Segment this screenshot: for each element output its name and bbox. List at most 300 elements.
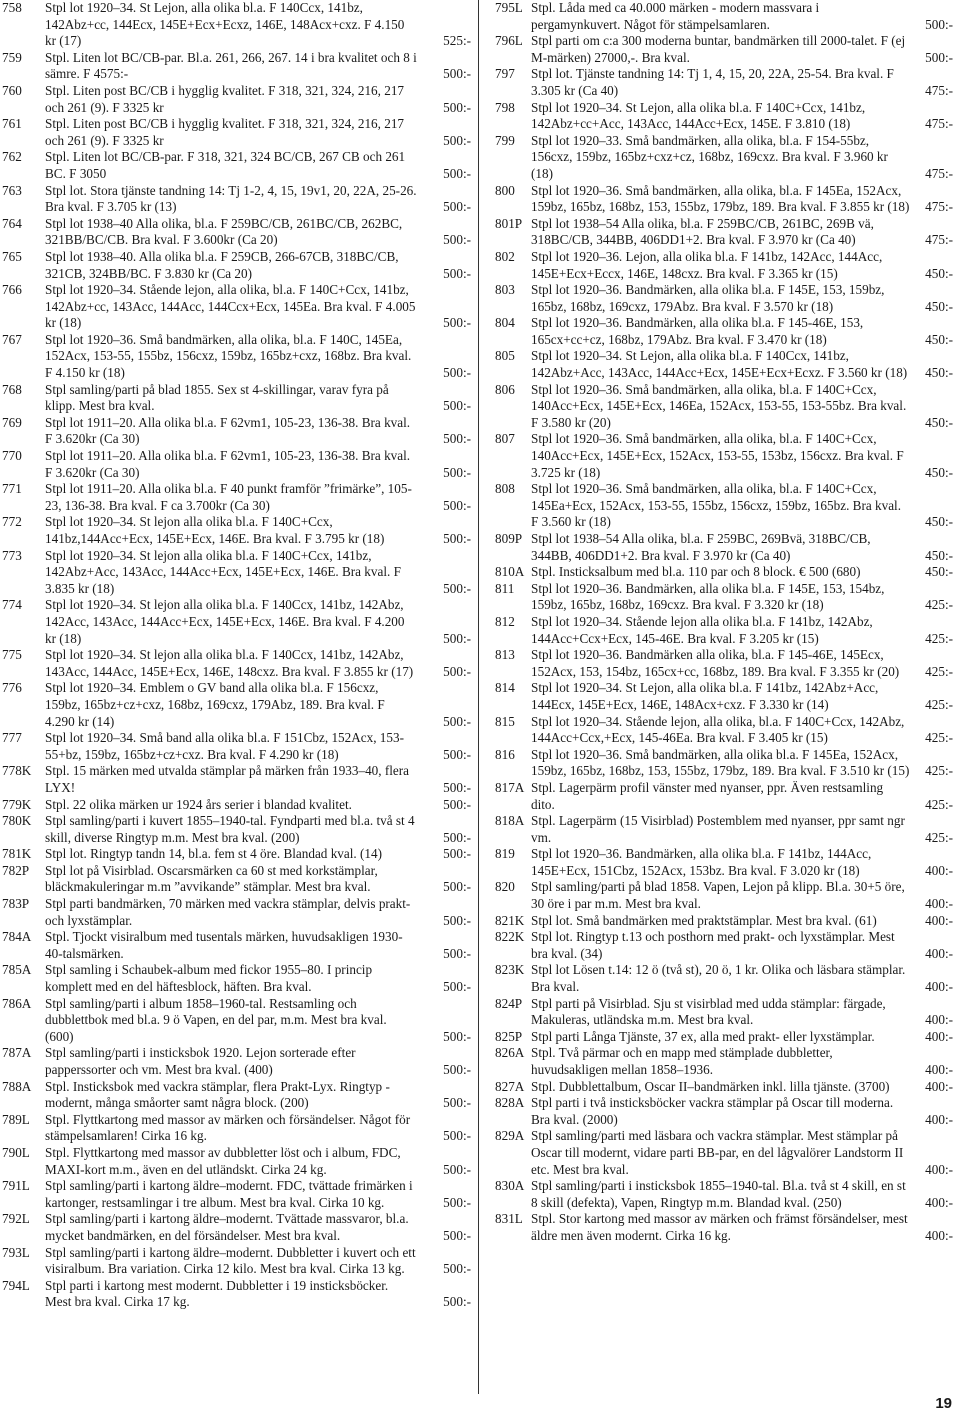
lot-description: Stpl lot 1920–36. Lejon, alla olika bl.a. F 141bz, 142Acc, 144Acc, 145E+Ecx+Eccx, 146E, 148cxz. Bra kval. F 3.365 kr (15) <box>531 248 883 281</box>
lot-entry <box>484 33 960 66</box>
lot-description: Stpl. Två pärmar och en mapp med stämplade dubbletter, huvudsakligen mellan 1858–1936. <box>531 1045 833 1077</box>
lot-price: 500:- <box>443 846 471 862</box>
lot-price: 400:- <box>925 862 953 878</box>
lot-entry <box>484 1211 960 1244</box>
lot-entry <box>0 0 473 50</box>
lot-description: Stpl lot 1911–20. Alla olika bl.a. F 62vm1, 105-23, 136-38. Bra kval. F 3.620kr (Ca 30) <box>45 414 411 447</box>
lot-description: Stpl lot. Stora tjänste tandning 14: Tj 1-2, 4, 15, 19v1, 20, 22A, 25-26. Bra kval. F 3.705 kr (13) <box>45 182 417 215</box>
lot-entry <box>0 382 473 415</box>
lot-description: Stpl lot på Visirblad. Oscarsmärken ca 60 st med korkstämplar, bläckmakuleringar m.m ”avvikande” stämplar. Mest bra kval. <box>45 862 378 895</box>
lot-description: Stpl lot 1920–34. Små band alla olika bl.a. F 151Cbz, 152Acx, 153-55+bz, 159bz, 165bz+cz+cxz. Bra kval. F 4.290 kr (18) <box>45 730 404 762</box>
lot-number: 772 <box>2 514 22 530</box>
lot-description: Stpl lot 1920–36. Bandmärken, alla olika bl.a. F 141bz, 144Acc, 145E+Ecx, 151Cbz, 152Acx, 153bz. Bra kval. F 3.020 kr (18) <box>531 846 872 878</box>
lot-price: 400:- <box>925 979 953 995</box>
lot-entry <box>0 1112 473 1145</box>
lot-number: 761 <box>2 116 22 132</box>
lot-price: 450:- <box>925 464 953 480</box>
lot-description: Stpl samling/parti på blad 1858. Vapen, Lejon på klipp. Bl.a. 30+5 öre, 30 öre i par m.m. Mest bra kval. <box>531 879 905 912</box>
lot-description: Stpl samling/parti i kuvert 1855–1940-tal. Fyndparti med bl.a. två st 4 skill, diverse Ringtyp m.m. Mest bra kval. (200) <box>45 813 415 845</box>
lot-number: 823K <box>495 962 525 978</box>
lot-price: 525:- <box>443 33 471 49</box>
lot-entry <box>484 315 960 348</box>
lot-entry <box>0 1245 473 1278</box>
lot-description: Stpl lot 1920–36. Bandmärken, alla olika bl.a. F 145E, 153, 159bz, 165bz, 168bz, 169cxz, 179Abz. Bra kval. F 3.570 kr (18) <box>531 282 885 314</box>
lot-price: 500:- <box>443 531 471 546</box>
lot-price: 500:- <box>443 315 471 331</box>
lot-description: Stpl samling/parti på blad 1855. Sex st 4-skillingar, varav fyra på klipp. Mest bra kval. <box>45 381 389 414</box>
lot-number: 781K <box>2 846 32 862</box>
lot-price: 500:- <box>443 132 471 148</box>
lot-entry <box>484 282 960 315</box>
lot-price: 450:- <box>925 331 953 347</box>
lot-entry <box>0 481 473 514</box>
lot-price: 500:- <box>443 1028 471 1044</box>
lot-price: 500:- <box>443 779 471 795</box>
lot-entry <box>0 797 473 814</box>
lot-entry <box>484 564 960 581</box>
lot-price: 425:- <box>925 597 953 613</box>
lot-number: 782P <box>2 862 30 878</box>
lot-number: 764 <box>2 215 22 231</box>
lot-price: 425:- <box>925 796 953 812</box>
lot-entry <box>484 780 960 813</box>
lot-number: 808 <box>495 481 515 497</box>
lot-number: 793L <box>2 1244 30 1260</box>
lot-description: Stpl lot 1920–36. Små bandmärken, alla olika, bl.a. F 140C+Ccx, 140Acc+Ecx, 145E+Ecx, 146Ea, 152Acx, 153-55, 153-55bz. Bra kval. F 3.580 kr (20) <box>531 381 907 430</box>
lot-description: Stpl. Insticksbok med vackra stämplar, flera Prakt-Lyx. Ringtyp - modernt, många småorter samt några block. (200) <box>45 1078 390 1111</box>
lot-number: 769 <box>2 414 22 430</box>
lot-price: 500:- <box>443 1161 471 1177</box>
lot-number: 819 <box>495 846 515 862</box>
lot-entry <box>0 514 473 547</box>
lot-description: Stpl parti i kartong mest modernt. Dubbletter i 19 insticksböcker. Mest bra kval. Cirka 17 kg. <box>45 1277 389 1310</box>
lot-description: Stpl lot 1920–34. Stående lejon, alla olika, bl.a. F 140C+Ccx, 142Abz, 144Acc+Ccx,+Ecx, 145-46Ea. Bra kval. F 3.405 kr (15) <box>531 713 905 746</box>
lot-number: 770 <box>2 448 22 464</box>
lot-price: 400:- <box>925 1078 953 1094</box>
lot-price: 400:- <box>925 1227 953 1243</box>
lot-description: Stpl. Låda med ca 40.000 märken - modern massvara i pergamynkuvert. Något för stämpelsamlaren. <box>531 0 820 32</box>
lot-entry <box>484 996 960 1029</box>
lot-price: 450:- <box>925 265 953 281</box>
lot-number: 804 <box>495 315 515 331</box>
lot-entry <box>0 929 473 962</box>
lot-description: Stpl lot 1920–36. Små bandmärken, alla olika, bl.a. F 140C+Ccx, 140Acc+Ecx, 145E+Ecx, 152Acx, 153-55, 153bz, 156cxz. Bra kval. F 3.725 kr (18) <box>531 431 904 480</box>
lot-number: 760 <box>2 82 22 98</box>
lot-description: Stpl lot 1920–36. Små bandmärken, alla olika, bl.a. F 140C+Ccx, 145Ea+Ecx, 152Acx, 153-55, 155bz, 156cxz, 159bz, 165bz. Bra kval. F 3.560 kr (18) <box>531 481 902 530</box>
lot-description: Stpl lot 1920–36. Bandmärken alla olika, bl.a. F 145-46E, 145Ecx, 152Acx, 153, 154bz, 165cx+cc, 168bz, 189. Bra kval. F 3.355 kr (20) <box>531 647 900 679</box>
lot-description: Stpl. Stor kartong med massor av märken och främst försändelser, mest äldre men även modernt. Cirka 16 kg. <box>531 1211 908 1243</box>
lot-number: 763 <box>2 182 22 198</box>
lot-price: 475:- <box>925 82 953 98</box>
lot-description: Stpl lot 1920–34. St lejon alla olika bl.a. F 140Ccx, 141bz, 142Abz, 142Acc, 143Acc, 144Acc+Ecx, 145E+Ecx, 146E. Bra kval. F 4.200 kr (18) <box>45 597 405 646</box>
lot-number: 775 <box>2 647 22 663</box>
lot-entry <box>484 647 960 680</box>
lot-entry <box>0 1145 473 1178</box>
lot-price: 400:- <box>925 1161 953 1177</box>
lot-number: 809P <box>495 531 523 546</box>
lot-price: 500:- <box>925 16 953 32</box>
lot-entry <box>484 846 960 879</box>
lot-entry <box>0 448 473 481</box>
left-column <box>0 0 473 1311</box>
lot-number: 796L <box>495 33 523 49</box>
lot-price: 500:- <box>443 1128 471 1144</box>
lot-price: 500:- <box>443 199 471 215</box>
lot-entry <box>0 332 473 382</box>
lot-entry <box>484 962 960 995</box>
lot-entry <box>0 813 473 846</box>
lot-number: 802 <box>495 248 515 264</box>
lot-number: 801P <box>495 215 523 231</box>
lot-description: Stpl. Flyttkartong med massor av märken och försändelser. Något för stämpelsamlaren! Cirka 16 kg. <box>45 1111 411 1144</box>
lot-entry <box>484 913 960 930</box>
lot-entry <box>484 614 960 647</box>
lot-entry <box>484 1079 960 1096</box>
lot-entry <box>0 1211 473 1244</box>
lot-price: 450:- <box>925 365 953 381</box>
lot-entry <box>0 896 473 929</box>
lot-price: 500:- <box>443 1194 471 1210</box>
lot-description: Stpl lot 1911–20. Alla olika bl.a. F 62vm1, 105-23, 136-38. Bra kval. F 3.620kr (Ca 30) <box>45 448 411 480</box>
lot-number: 803 <box>495 282 515 298</box>
lot-entry <box>484 249 960 282</box>
lot-description: Stpl lot. Ringtyp tandn 14, bl.a. fem st 4 öre. Blandad kval. (14) <box>45 846 382 862</box>
lot-entry <box>484 813 960 846</box>
lot-number: 817A <box>495 779 525 795</box>
lot-description: Stpl lot 1938–54 Alla olika, bl.a. F 259BC, 269Bvä, 318BC/CB, 344BB, 406DD1+2. Bra kval. F 3.970 kr (Ca 40) <box>531 531 871 563</box>
lot-number: 807 <box>495 431 515 447</box>
lot-entry <box>0 149 473 182</box>
lot-number: 806 <box>495 381 515 397</box>
lot-price: 500:- <box>443 1261 471 1277</box>
lot-entry <box>0 1278 473 1311</box>
lot-price: 425:- <box>925 763 953 779</box>
lot-description: Stpl parti på Visirblad. Sju st visirblad med udda stämplar: färgade, Makuleras, utländska m.m. Mest bra kval. <box>531 995 886 1028</box>
lot-description: Stpl. Liten lot BC/CB-par. Bl.a. 261, 266, 267. 14 i bra kvalitet och 8 i sämre. F 4575:- <box>45 49 417 82</box>
lot-number: 792L <box>2 1211 30 1227</box>
lot-entry <box>484 100 960 133</box>
lot-entry <box>0 647 473 680</box>
lot-number: 825P <box>495 1028 523 1044</box>
lot-description: Stpl samling/parti i insticksbok 1855–1940-tal. Bl.a. två st 4 skill, en st 8 skill (defekta), Vapen, Ringtyp m.m. Blandad kval. (250) <box>531 1178 906 1210</box>
lot-number: 821K <box>495 912 525 928</box>
lot-price: 400:- <box>925 1012 953 1028</box>
lot-entry <box>0 548 473 598</box>
lot-number: 789L <box>2 1111 30 1127</box>
lot-number: 811 <box>495 580 515 596</box>
lot-number: 830A <box>495 1178 525 1194</box>
lot-price: 500:- <box>443 945 471 961</box>
lot-description: Stpl samling/parti i insticksbok 1920. Lejon sorterade efter papperssorter och vm. Mest bra kval. (400) <box>45 1045 356 1077</box>
lot-price: 500:- <box>443 1095 471 1111</box>
lot-description: Stpl. 15 märken med utvalda stämplar på märken från 1933–40, flera LYX! <box>45 763 410 795</box>
lot-description: Stpl. Insticksalbum med bl.a. 110 par och 8 block. € 500 (680) <box>531 564 861 580</box>
lot-description: Stpl samling/parti i album 1858–1960-tal. Restsamling och dubblettbok med bl.a. 9 ö Vapen, en del par, m.m. Mest bra kval. (600) <box>45 995 387 1044</box>
lot-number: 768 <box>2 381 22 397</box>
lot-entry <box>484 1095 960 1128</box>
lot-number: 798 <box>495 99 515 115</box>
lot-description: Stpl lot 1920–34. St lejon alla olika bl.a. F 140Ccx, 141bz, 142Abz, 143Acc, 144Acc, 145E+Ecx, 146E, 148cxz. Bra kval. F 3.855 kr (17) <box>45 647 414 679</box>
lot-description: Stpl parti i två insticksböcker vackra stämplar på Oscar till moderna. Bra kval. (2000) <box>531 1095 894 1127</box>
lot-description: Stpl. Tjockt visiralbum med tusentals märken, huvudsakligen 1930-40-talsmärken. <box>45 929 403 961</box>
lot-description: Stpl lot. Tjänste tandning 14: Tj 1, 4, 15, 20, 22A, 25-54. Bra kval. F 3.305 kr (Ca 40) <box>531 66 894 98</box>
lot-entry <box>0 597 473 647</box>
column-divider <box>478 0 479 1394</box>
lot-entry <box>484 1128 960 1178</box>
lot-entry <box>0 1079 473 1112</box>
lot-number: 813 <box>495 647 515 663</box>
lot-price: 500:- <box>443 713 471 729</box>
lot-price: 500:- <box>443 99 471 115</box>
lot-price: 425:- <box>925 630 953 646</box>
lot-entry <box>0 216 473 249</box>
lot-description: Stpl lot 1920–36. Små bandmärken, alla olika, bl.a. F 145Ea, 152Acx, 159bz, 165bz, 168bz, 153, 155bz, 179bz, 189. Bra kval. F 3.855 kr (18) <box>531 182 910 215</box>
lot-number: 776 <box>2 680 22 696</box>
lot-description: Stpl lot 1920–34. Stående lejon alla olika bl.a. F 141bz, 142Abz, 144Acc+Ccx+Ecx, 145-46E. Bra kval. F 3.205 kr (15) <box>531 613 873 646</box>
lot-price: 500:- <box>443 265 471 281</box>
lot-price: 450:- <box>925 547 953 563</box>
lot-price: 475:- <box>925 199 953 215</box>
lot-number: 762 <box>2 149 22 165</box>
lot-price: 425:- <box>925 663 953 679</box>
lot-number: 780K <box>2 813 32 829</box>
lot-price: 475:- <box>925 165 953 181</box>
lot-entry <box>484 348 960 381</box>
lot-price: 500:- <box>443 1294 471 1310</box>
lot-entry <box>484 382 960 432</box>
lot-price: 500:- <box>443 979 471 995</box>
lot-description: Stpl lot. Ringtyp t.13 och posthorn med prakt- och lyxstämplar. Mest bra kval. (34) <box>531 929 895 961</box>
lot-price: 500:- <box>443 796 471 812</box>
lot-entry <box>0 846 473 863</box>
lot-description: Stpl lot 1920–34. Stående lejon, alla olika, bl.a. F 140C+Ccx, 141bz, 142Abz+cc, 143Acc, 144Acc, 144Ccx+Ecx, 145Ea. Bra kval. F 4.005 kr (18) <box>45 282 416 331</box>
lot-price: 400:- <box>925 1028 953 1044</box>
lot-price: 500:- <box>443 879 471 895</box>
lot-entry <box>0 50 473 83</box>
lot-number: 815 <box>495 713 515 729</box>
lot-number: 791L <box>2 1178 30 1194</box>
lot-entry <box>0 415 473 448</box>
lot-description: Stpl lot 1938–40 Alla olika, bl.a. F 259BC/CB, 261BC/CB, 262BC, 321BB/BC/CB. Bra kval. F 3.600kr (Ca 20) <box>45 215 403 248</box>
lot-number: 784A <box>2 929 32 945</box>
lot-price: 500:- <box>443 66 471 82</box>
lot-entry <box>484 879 960 912</box>
page-number: 19 <box>935 1395 952 1412</box>
lot-number: 788A <box>2 1078 32 1094</box>
lot-entry <box>484 747 960 780</box>
lot-entry <box>0 1045 473 1078</box>
lot-number: 805 <box>495 348 515 364</box>
lot-description: Stpl lot 1938–40. Alla olika bl.a. F 259CB, 266-67CB, 318BC/CB, 321CB, 324BB/BC. F 3.830 kr (Ca 20) <box>45 248 399 281</box>
lot-description: Stpl samling/parti i kartong äldre–modernt. Dubbletter i kuvert och ett visiralbum. Bra variation. Cirka 12 kilo. Mest bra kval. Cirka 13 kg. <box>45 1244 416 1277</box>
lot-number: 786A <box>2 995 32 1011</box>
lot-number: 774 <box>2 597 22 613</box>
lot-entry <box>484 1029 960 1046</box>
lot-entry <box>0 680 473 730</box>
lot-number: 773 <box>2 547 22 563</box>
lot-description: Stpl parti bandmärken, 70 märken med vackra stämplar, delvis prakt- och lyxstämplar. <box>45 896 411 928</box>
lot-description: Stpl. Liten post BC/CB i hygglig kvalitet. F 318, 321, 324, 216, 217 och 261 (9). F 3325 kr <box>45 82 405 115</box>
lot-entry <box>0 863 473 896</box>
lot-price: 425:- <box>925 696 953 712</box>
lot-price: 500:- <box>443 464 471 480</box>
lot-description: Stpl lot 1920–36. Små bandmärken, alla olika bl.a. F 145Ea, 152Acx, 159bz, 165bz, 168bz, 153, 155bz, 179bz, 189. Bra kval. F 3.510 kr (15) <box>531 746 910 779</box>
lot-entry <box>484 0 960 33</box>
lot-description: Stpl lot 1911–20. Alla olika bl.a. F 40 punkt framför ”frimärke”, 105-23, 136-38. Bra kval. F ca 3.700kr (Ca 30) <box>45 481 412 513</box>
lot-description: Stpl lot 1920–34. St lejon alla olika bl.a. F 140C+Ccx, 141bz,144Acc+Ecx, 145E+Ecx, 146E. Bra kval. F 3.795 kr (18) <box>45 514 385 546</box>
lot-entry <box>0 996 473 1046</box>
lot-number: 799 <box>495 132 515 148</box>
lot-entry <box>484 216 960 249</box>
lot-price: 500:- <box>443 630 471 646</box>
lot-entry <box>484 581 960 614</box>
lot-entry <box>484 66 960 99</box>
lot-entry <box>0 183 473 216</box>
lot-number: 829A <box>495 1128 525 1144</box>
lot-number: 783P <box>2 896 30 912</box>
lot-description: Stpl samling/parti i kartong äldre–modernt. Tvättade massvaror, bl.a. mycket bandmärken, en del försändelser. Mest bra kval. <box>45 1211 409 1243</box>
lot-price: 450:- <box>925 298 953 314</box>
lot-entry <box>484 680 960 713</box>
lot-description: Stpl. Lagerpärm profil vänster med nyanser, ppr. Även restsamling dito. <box>531 779 884 812</box>
lot-description: Stpl parti om c:a 300 moderna buntar, bandmärken till 2000-talet. F (ej M-märken) 27000,-. Bra kval. <box>531 33 906 65</box>
right-column <box>484 0 960 1245</box>
lot-entry <box>0 282 473 332</box>
lot-entry <box>484 714 960 747</box>
lot-entry <box>484 183 960 216</box>
lot-price: 425:- <box>925 829 953 845</box>
lot-price: 500:- <box>443 365 471 381</box>
lot-description: Stpl. 22 olika märken ur 1924 års serier i blandad kvalitet. <box>45 796 352 812</box>
lot-entry <box>0 962 473 995</box>
lot-number: 822K <box>495 929 525 945</box>
lot-number: 777 <box>2 730 22 746</box>
lot-description: Stpl samling/parti med läsbara och vackra stämplar. Mest stämplar på Oscar till modernt, vidare parti BB-par, en del lågvalörer Landstorm II etc. Mest bra kval. <box>531 1128 904 1177</box>
lot-price: 500:- <box>443 663 471 679</box>
lot-price: 500:- <box>443 398 471 414</box>
lot-description: Stpl. Liten post BC/CB i hygglig kvalitet. F 318, 321, 324, 216, 217 och 261 (9). F 3325 kr <box>45 116 405 148</box>
lot-description: Stpl lot 1920–34. St lejon alla olika bl.a. F 140C+Ccx, 141bz, 142Abz+Acc, 143Acc, 144Acc+Ecx, 145E+Ecx, 146E. Bra kval. F 3.835 kr (18) <box>45 547 401 596</box>
lot-number: 778K <box>2 763 32 779</box>
lot-entry <box>484 531 960 564</box>
lot-entry <box>484 481 960 531</box>
lot-entry <box>0 1178 473 1211</box>
lot-price: 425:- <box>925 730 953 746</box>
lot-description: Stpl lot. Små bandmärken med praktstämplar. Mest bra kval. (61) <box>531 912 877 928</box>
lot-number: 820 <box>495 879 515 895</box>
lot-description: Stpl lot 1920–34. St Lejon, alla olika bl.a. F 141bz, 142Abz+Acc, 144Ecx, 145E+Ecx, 146E, 148Acx+cxz. F 3.330 kr (14) <box>531 680 879 712</box>
lot-price: 500:- <box>443 746 471 762</box>
lot-number: 827A <box>495 1078 525 1094</box>
lot-price: 400:- <box>925 1194 953 1210</box>
lot-price: 500:- <box>443 497 471 513</box>
lot-price: 475:- <box>925 232 953 248</box>
lot-number: 812 <box>495 613 515 629</box>
lot-price: 500:- <box>443 1227 471 1243</box>
lot-description: Stpl lot 1920–34. Emblem o GV band alla olika bl.a. F 156cxz, 159bz, 165bz+cz+cxz, 168bz, 169cxz, 179Abz, 189. Bra kval. F 4.290 kr (14) <box>45 680 385 729</box>
lot-description: Stpl. Dubblettalbum, Oscar II–bandmärken inkl. lilla tjänste. (3700) <box>531 1078 890 1094</box>
lot-entry <box>0 249 473 282</box>
lot-number: 818A <box>495 813 525 829</box>
lot-price: 475:- <box>925 116 953 132</box>
lot-number: 828A <box>495 1095 525 1111</box>
lot-description: Stpl lot 1938–54 Alla olika, bl.a. F 259BC/CB, 261BC, 269B vä, 318BC/CB, 344BB, 406DD1+2. Bra kval. F 3.970 kr (Ca 40) <box>531 215 874 248</box>
lot-price: 450:- <box>925 414 953 430</box>
lot-description: Stpl samling/parti i kartong äldre–modernt. FDC, tvättade frimärken i kartonger, restsamlingar i tre album. Mest bra kval. Cirka 10 kg. <box>45 1178 413 1210</box>
lot-number: 794L <box>2 1277 30 1293</box>
lot-number: 765 <box>2 248 22 264</box>
lot-entry <box>484 929 960 962</box>
lot-price: 400:- <box>925 912 953 928</box>
lot-number: 810A <box>495 564 525 580</box>
lot-price: 400:- <box>925 896 953 912</box>
lot-number: 790L <box>2 1144 30 1160</box>
lot-price: 400:- <box>925 945 953 961</box>
lot-description: Stpl lot 1920–36. Små bandmärken, alla olika, bl.a. F 140C, 145Ea, 152Acx, 153-55, 155bz, 156cxz, 159bz, 165bz+cxz, 168bz. Bra kval. F 4.150 kr (18) <box>45 331 412 381</box>
lot-entry <box>0 116 473 149</box>
lot-number: 779K <box>2 796 32 812</box>
lot-number: 771 <box>2 481 22 497</box>
lot-price: 400:- <box>925 1111 953 1127</box>
lot-description: Stpl. Lagerpärm (15 Visirblad) Postemblem med nyanser, ppr samt ngr vm. <box>531 813 905 845</box>
lot-price: 400:- <box>925 1062 953 1077</box>
lot-number: 758 <box>2 0 22 15</box>
lot-entry <box>484 431 960 481</box>
lot-entry <box>484 133 960 183</box>
lot-price: 450:- <box>925 514 953 530</box>
lot-description: Stpl lot 1920–34. St Lejon, alla olika bl.a. F 140Ccx, 141bz, 142Abz+Acc, 143Acc, 144Acc+Ecx, 145E+Ecx+Ecxz. F 3.560 kr (18) <box>531 348 908 381</box>
lot-entry <box>484 1178 960 1211</box>
lot-description: Stpl lot 1920–34. St Lejon, alla olika bl.a. F 140C+Ccx, 141bz, 142Abz+cc+Acc, 143Acc, 144Acc+Ecx, 145E. F 3.810 (18) <box>531 99 866 132</box>
lot-price: 500:- <box>443 165 471 181</box>
lot-number: 816 <box>495 746 515 762</box>
lot-number: 785A <box>2 962 32 978</box>
lot-price: 500:- <box>443 829 471 845</box>
lot-number: 824P <box>495 995 523 1011</box>
lot-description: Stpl lot 1920–36. Bandmärken, alla olika bl.a. F 145-46E, 153, 165cx+cc+cz, 168bz, 179Abz. Bra kval. F 3.470 kr (18) <box>531 315 864 347</box>
lot-number: 795L <box>495 0 523 15</box>
lot-number: 797 <box>495 66 515 82</box>
lot-description: Stpl parti Långa Tjänste, 37 ex, alla med prakt- eller lyxstämplar. <box>531 1028 875 1044</box>
lot-description: Stpl lot Lösen t.14: 12 ö (två st), 20 ö, 1 kr. Olika och läsbara stämplar. Bra kval. <box>531 962 906 995</box>
lot-number: 759 <box>2 49 22 65</box>
lot-entry <box>484 1045 960 1078</box>
lot-price: 500:- <box>443 580 471 596</box>
lot-description: Stpl. Flyttkartong med massor av dubbletter löst och i album, FDC, MAXI-kort m.m., även en del utländskt. Cirka 24 kg. <box>45 1144 401 1177</box>
lot-number: 766 <box>2 282 22 298</box>
lot-description: Stpl lot 1920–36. Bandmärken, alla olika bl.a. F 145E, 153, 154bz, 159bz, 165bz, 168bz, 169cxz. Bra kval. F 3.320 kr (18) <box>531 580 885 613</box>
lot-price: 500:- <box>443 232 471 248</box>
lot-description: Stpl lot 1920–34. St Lejon, alla olika bl.a. F 140Ccx, 141bz, 142Abz+cc, 144Ecx, 145E+Ecx+Ecxz, 146E, 148Acx+cxz. F 4.150 kr (17) <box>45 0 405 49</box>
lot-entry <box>0 730 473 763</box>
lot-number: 787A <box>2 1045 32 1061</box>
lot-price: 500:- <box>443 1062 471 1077</box>
lot-number: 814 <box>495 680 515 696</box>
lot-number: 767 <box>2 331 22 347</box>
lot-entry <box>0 763 473 796</box>
lot-description: Stpl lot 1920–33. Små bandmärken, alla olika, bl.a. F 154-55bz, 156cxz, 159bz, 165bz+cxz+cz, 168bz, 169cxz. Bra kval. F 3.960 kr (18) <box>531 132 888 181</box>
lot-price: 500:- <box>443 912 471 928</box>
lot-price: 500:- <box>443 431 471 447</box>
lot-description: Stpl samling i Schaubek-album med fickor 1955–80. I princip komplett med en del häftesblock, häften. Bra kval. <box>45 962 373 995</box>
lot-number: 800 <box>495 182 515 198</box>
lot-description: Stpl. Liten lot BC/CB-par. F 318, 321, 324 BC/CB, 267 CB och 261 BC. F 3050 <box>45 149 406 181</box>
lot-entry <box>0 83 473 116</box>
lot-price: 500:- <box>925 49 953 65</box>
lot-price: 450:- <box>925 564 953 580</box>
lot-number: 826A <box>495 1045 525 1061</box>
lot-number: 831L <box>495 1211 523 1227</box>
